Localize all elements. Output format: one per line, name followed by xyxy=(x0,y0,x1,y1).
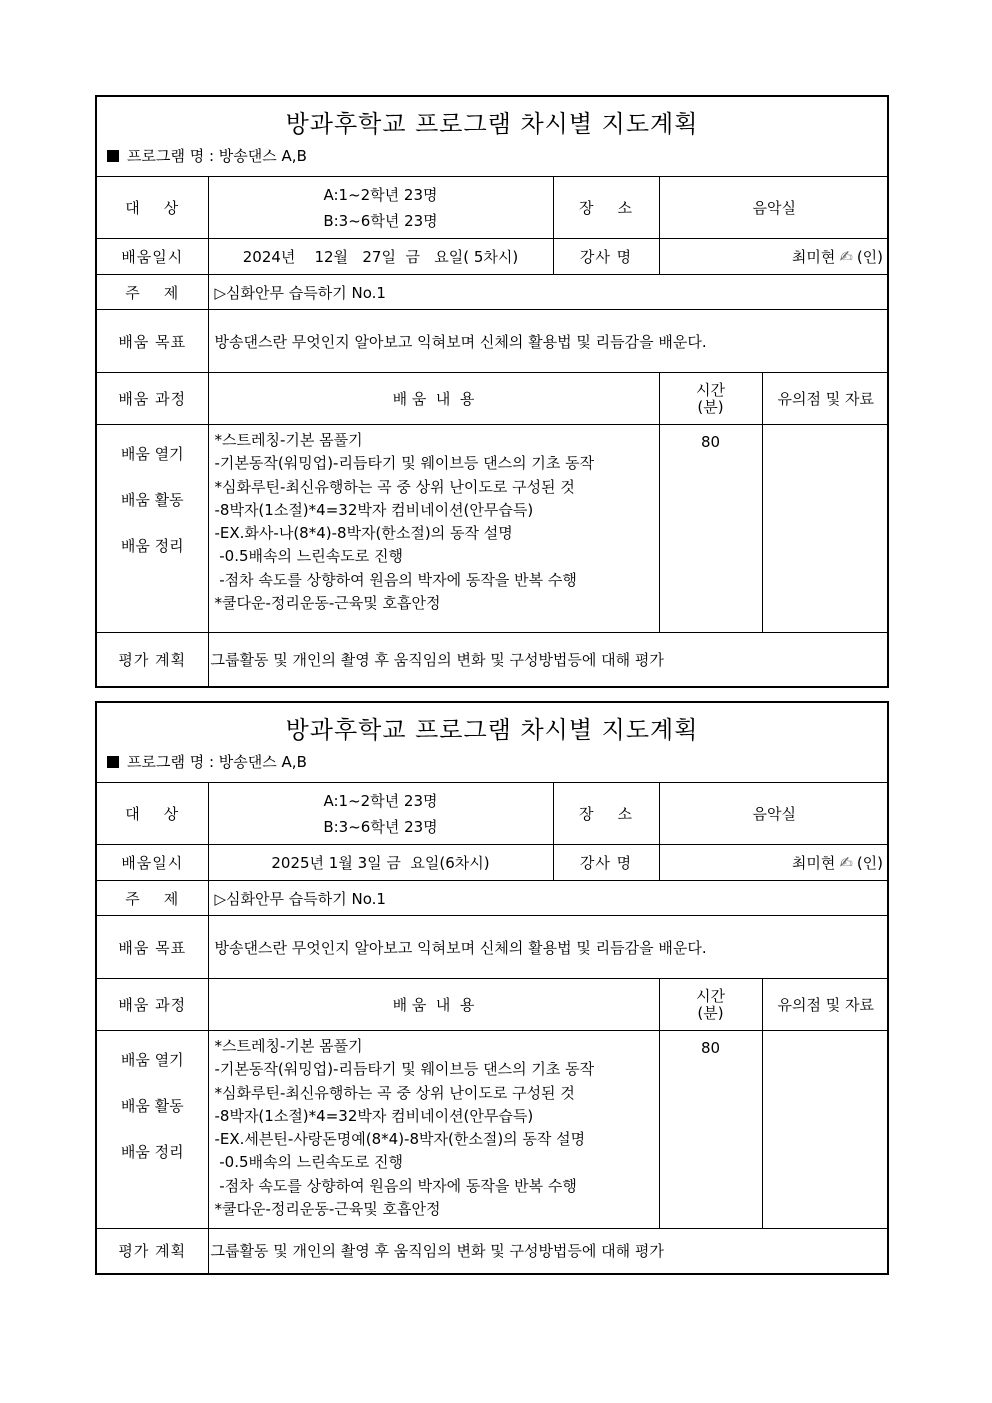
content-line: -0.5배속의 느린속도로 진행 xyxy=(214,547,403,566)
process-header-row xyxy=(97,979,889,1031)
topic-row xyxy=(97,275,889,310)
target-line: B:3~6학년 23명 xyxy=(323,211,438,230)
place-label: 장 소 xyxy=(553,177,659,239)
date-label: 배움일시 xyxy=(97,845,208,881)
instructor-name: 최미현 xyxy=(791,248,836,266)
content-lines xyxy=(208,1031,659,1229)
place-value: 음악실 xyxy=(659,783,889,845)
stage-label: 배움 정리 xyxy=(120,537,184,555)
eval-label: 평가 계획 xyxy=(97,1229,208,1273)
process-label: 배움 과정 xyxy=(97,979,208,1031)
stage-label: 배움 열기 xyxy=(120,445,184,463)
stage-label: 배움 활동 xyxy=(120,491,184,509)
target-line: A:1~2학년 23명 xyxy=(323,791,438,810)
date-row xyxy=(97,239,889,275)
topic-row xyxy=(97,881,889,916)
stage-column xyxy=(97,425,208,633)
eval-value: 그룹활동 및 개인의 촬영 후 움직임의 변화 및 구성방법등에 대해 평가 xyxy=(208,1229,889,1273)
topic-value: ▷심화안무 습득하기 No.1 xyxy=(208,881,889,916)
stage-label: 배움 활동 xyxy=(120,1097,184,1115)
content-lines xyxy=(208,425,659,633)
content-line: *쿨다운-정리운동-근육및 호흡안정 xyxy=(214,1200,441,1219)
plan-table xyxy=(97,176,889,686)
eval-label: 평가 계획 xyxy=(97,633,208,686)
content-line: -기본동작(워밍업)-리듬타기 및 웨이브등 댄스의 기초 동작 xyxy=(214,1060,595,1079)
content-line: -기본동작(워밍업)-리듬타기 및 웨이브등 댄스의 기초 동작 xyxy=(214,454,595,473)
sheet-title: 방과후학교 프로그램 차시별 지도계획 xyxy=(285,716,699,744)
stage-label: 배움 정리 xyxy=(120,1143,184,1161)
goal-label: 배움 목표 xyxy=(97,310,208,373)
content-label: 배 움 내 용 xyxy=(208,373,659,425)
date-row xyxy=(97,845,889,881)
instructor-value xyxy=(659,845,889,881)
place-label: 장 소 xyxy=(553,783,659,845)
goal-value: 방송댄스란 무엇인지 알아보고 익혀보며 신체의 활용법 및 리듬감을 배운다. xyxy=(208,916,889,979)
target-line: B:3~6학년 23명 xyxy=(323,817,438,836)
content-line: -0.5배속의 느린속도로 진행 xyxy=(214,1153,403,1172)
notes-label: 유의점 및 자료 xyxy=(762,979,889,1031)
goal-label: 배움 목표 xyxy=(97,916,208,979)
content-line: -점차 속도를 상향하여 원음의 박자에 동작을 반복 수행 xyxy=(214,1176,577,1195)
lesson-plan-sheet xyxy=(95,95,889,688)
eval-value: 그룹활동 및 개인의 촬영 후 움직임의 변화 및 구성방법등에 대해 평가 xyxy=(208,633,889,686)
process-header-row xyxy=(97,373,889,425)
notes-label: 유의점 및 자료 xyxy=(762,373,889,425)
target-line: A:1~2학년 23명 xyxy=(323,185,438,204)
instructor-label: 강사 명 xyxy=(553,845,659,881)
instructor-seal: (인) xyxy=(856,854,884,872)
time-label: 시간 (분) xyxy=(659,979,762,1031)
target-label: 대 상 xyxy=(97,783,208,845)
signature-icon: ✍ xyxy=(839,247,853,266)
eval-row xyxy=(97,1229,889,1273)
content-line: -EX.세븐틴-사랑돈명예(8*4)-8박자(한소절)의 동작 설명 xyxy=(214,1130,586,1149)
lesson-plan-sheet xyxy=(95,701,889,1275)
content-line: -EX.화사-나(8*4)-8박자(한소절)의 동작 설명 xyxy=(214,524,513,543)
program-name: 프로그램 명 : 방송댄스 A,B xyxy=(127,147,307,165)
square-bullet-icon xyxy=(107,150,119,162)
stage-label: 배움 열기 xyxy=(120,1051,184,1069)
date-label: 배움일시 xyxy=(97,239,208,275)
content-line: *스트레칭-기본 몸풀기 xyxy=(214,1037,363,1055)
goal-value: 방송댄스란 무엇인지 알아보고 익혀보며 신체의 활용법 및 리듬감을 배운다. xyxy=(208,310,889,373)
instructor-value xyxy=(659,239,889,275)
plan-table xyxy=(97,782,889,1273)
content-line: *심화루틴-최신유행하는 곡 중 상위 난이도로 구성된 것 xyxy=(214,477,575,496)
square-bullet-icon xyxy=(107,756,119,768)
target-value xyxy=(208,783,553,845)
topic-value: ▷심화안무 습득하기 No.1 xyxy=(208,275,889,310)
program-name: 프로그램 명 : 방송댄스 A,B xyxy=(127,753,307,771)
program-name-line xyxy=(97,142,887,176)
content-row xyxy=(97,425,889,633)
time-label: 시간 (분) xyxy=(659,373,762,425)
content-line: *쿨다운-정리운동-근육및 호흡안정 xyxy=(214,594,441,613)
notes-value xyxy=(762,1031,889,1229)
target-row xyxy=(97,177,889,239)
time-value: 80 xyxy=(659,1031,762,1229)
sheet-title: 방과후학교 프로그램 차시별 지도계획 xyxy=(285,110,699,138)
topic-label: 주 제 xyxy=(97,881,208,916)
target-label: 대 상 xyxy=(97,177,208,239)
notes-value xyxy=(762,425,889,633)
target-row xyxy=(97,783,889,845)
goal-row xyxy=(97,916,889,979)
program-name-line xyxy=(97,748,887,782)
content-line: -점차 속도를 상향하여 원음의 박자에 동작을 반복 수행 xyxy=(214,570,577,589)
content-label: 배 움 내 용 xyxy=(208,979,659,1031)
content-line: *스트레칭-기본 몸풀기 xyxy=(214,431,363,449)
content-line: *심화루틴-최신유행하는 곡 중 상위 난이도로 구성된 것 xyxy=(214,1083,575,1102)
content-line: -8박자(1소절)*4=32박자 컴비네이션(안무습득) xyxy=(214,1106,534,1125)
date-value: 2024년 12월 27일 금 요일( 5차시) xyxy=(208,239,553,275)
eval-row xyxy=(97,633,889,686)
date-value: 2025년 1월 3일 금 요일(6차시) xyxy=(208,845,553,881)
topic-label: 주 제 xyxy=(97,275,208,310)
time-value: 80 xyxy=(659,425,762,633)
stage-column xyxy=(97,1031,208,1229)
target-value xyxy=(208,177,553,239)
signature-icon: ✍ xyxy=(839,853,853,872)
instructor-name: 최미현 xyxy=(791,854,836,872)
instructor-seal: (인) xyxy=(856,248,884,266)
place-value: 음악실 xyxy=(659,177,889,239)
content-line: -8박자(1소절)*4=32박자 컴비네이션(안무습득) xyxy=(214,500,534,519)
content-row xyxy=(97,1031,889,1229)
process-label: 배움 과정 xyxy=(97,373,208,425)
goal-row xyxy=(97,310,889,373)
instructor-label: 강사 명 xyxy=(553,239,659,275)
